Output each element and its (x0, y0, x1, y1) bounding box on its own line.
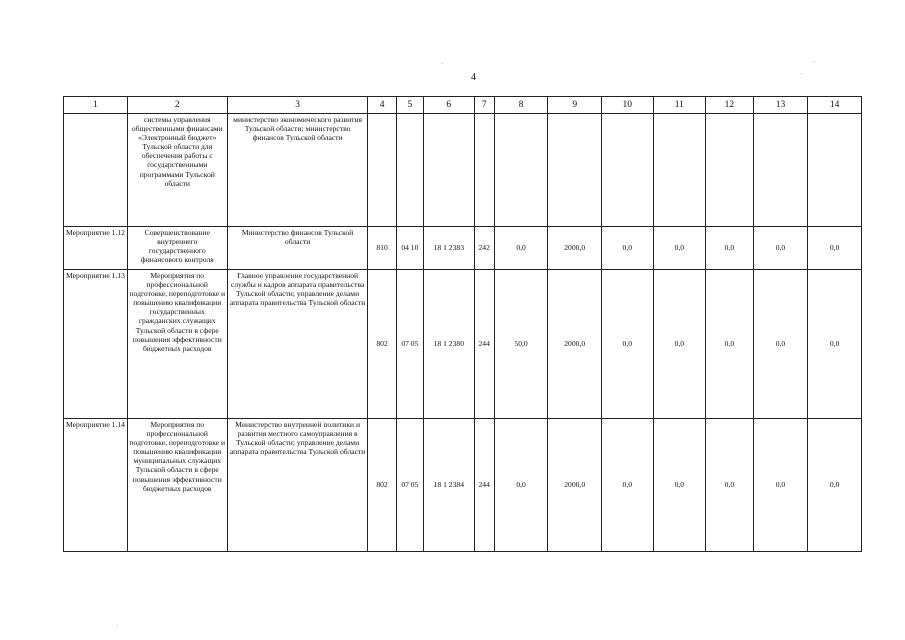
value-cell (474, 114, 494, 227)
value-cell: 0,0 (706, 227, 754, 270)
measure-name-cell: Мероприятия по профессиональной подготовке, переподготовке и повышению квалификации государственных гражданских служащих Тульской области в сфере повышения эффективности бюджетных расходов (127, 270, 227, 419)
table-row (64, 270, 862, 419)
measure-name-cell: Совершенствование внутреннего государственного финансового контроля (127, 227, 227, 270)
value-cell (424, 114, 475, 227)
measure-label-cell: Мероприятие 1.14 (64, 419, 128, 552)
value-cell: 04 10 (396, 227, 423, 270)
value-cell: 0,0 (494, 419, 548, 552)
value-cell: 802 (368, 419, 396, 552)
header-cell: 5 (396, 97, 423, 114)
scan-speck: · (813, 58, 816, 66)
value-cell (808, 114, 862, 227)
value-cell: 244 (474, 419, 494, 552)
value-cell: 0,0 (753, 419, 808, 552)
header-cell: 10 (601, 97, 653, 114)
measure-label-cell: Мероприятие 1.12 (64, 227, 128, 270)
header-cell: 6 (424, 97, 475, 114)
value-cell: 0,0 (601, 227, 653, 270)
header-cell: 9 (548, 97, 602, 114)
header-cell: 7 (474, 97, 494, 114)
value-cell (494, 114, 548, 227)
page-number: 4 (471, 72, 476, 83)
header-cell: 1 (64, 97, 128, 114)
header-cell: 8 (494, 97, 548, 114)
value-cell: 18 1 2380 (424, 270, 475, 419)
header-cell: 13 (753, 97, 808, 114)
value-cell: 0,0 (753, 227, 808, 270)
measure-label-cell: Мероприятие 1.13 (64, 270, 128, 419)
value-cell: 0,0 (706, 270, 754, 419)
responsible-cell: Министерство финансов Тульской области (227, 227, 368, 270)
value-cell: 810 (368, 227, 396, 270)
measure-label-cell (64, 114, 128, 227)
value-cell: 242 (474, 227, 494, 270)
value-cell (368, 114, 396, 227)
value-cell: 0,0 (494, 227, 548, 270)
value-cell: 0,0 (808, 419, 862, 552)
budget-measures-table (63, 96, 862, 552)
value-cell (753, 114, 808, 227)
header-row (64, 97, 862, 114)
value-cell: 50,0 (494, 270, 548, 419)
scan-speck: · (116, 622, 119, 630)
value-cell: 18 1 2384 (424, 419, 475, 552)
header-cell: 3 (227, 97, 368, 114)
header-cell: 14 (808, 97, 862, 114)
header-cell: 2 (127, 97, 227, 114)
table-row (64, 114, 862, 227)
value-cell (653, 114, 706, 227)
value-cell: 0,0 (753, 270, 808, 419)
value-cell: 0,0 (808, 227, 862, 270)
responsible-cell: министерство экономического развития Тульской области; министерство финансов Тульской области (227, 114, 368, 227)
value-cell: 0,0 (601, 270, 653, 419)
table-row (64, 227, 862, 270)
scan-speck: · (800, 70, 803, 78)
value-cell: 0,0 (601, 419, 653, 552)
header-cell: 4 (368, 97, 396, 114)
value-cell: 0,0 (706, 419, 754, 552)
value-cell: 244 (474, 270, 494, 419)
header-cell: 12 (706, 97, 754, 114)
value-cell: 07 05 (396, 419, 423, 552)
value-cell: 2000,0 (548, 270, 602, 419)
value-cell: 0,0 (653, 419, 706, 552)
value-cell: 0,0 (653, 270, 706, 419)
responsible-cell: Министерство внутренней политики и развития местного самоуправления в Тульской области; управление делами аппарата правительства Тульской области (227, 419, 368, 552)
value-cell: 0,0 (808, 270, 862, 419)
value-cell (396, 114, 423, 227)
value-cell: 0,0 (653, 227, 706, 270)
value-cell (601, 114, 653, 227)
scan-speck: · (441, 60, 444, 68)
table-row (64, 419, 862, 552)
value-cell: 2000,0 (548, 419, 602, 552)
value-cell: 18 1 2383 (424, 227, 475, 270)
value-cell: 802 (368, 270, 396, 419)
value-cell: 07 05 (396, 270, 423, 419)
measure-name-cell: Мероприятия по профессиональной подготовке, переподготовке и повышению квалификации муниципальных служащих Тульской области в сфере повышения эффективности бюджетных расходов (127, 419, 227, 552)
measure-name-cell: системы управления общественными финансами «Электронный бюджет» Тульской области для обеспечения работы с государственными программами Тульской области (127, 114, 227, 227)
value-cell (706, 114, 754, 227)
responsible-cell: Главное управление государственной службы и кадров аппарата правительства Тульской области; управление делами аппарата правительства Тульской области (227, 270, 368, 419)
value-cell (548, 114, 602, 227)
value-cell: 2000,0 (548, 227, 602, 270)
header-cell: 11 (653, 97, 706, 114)
